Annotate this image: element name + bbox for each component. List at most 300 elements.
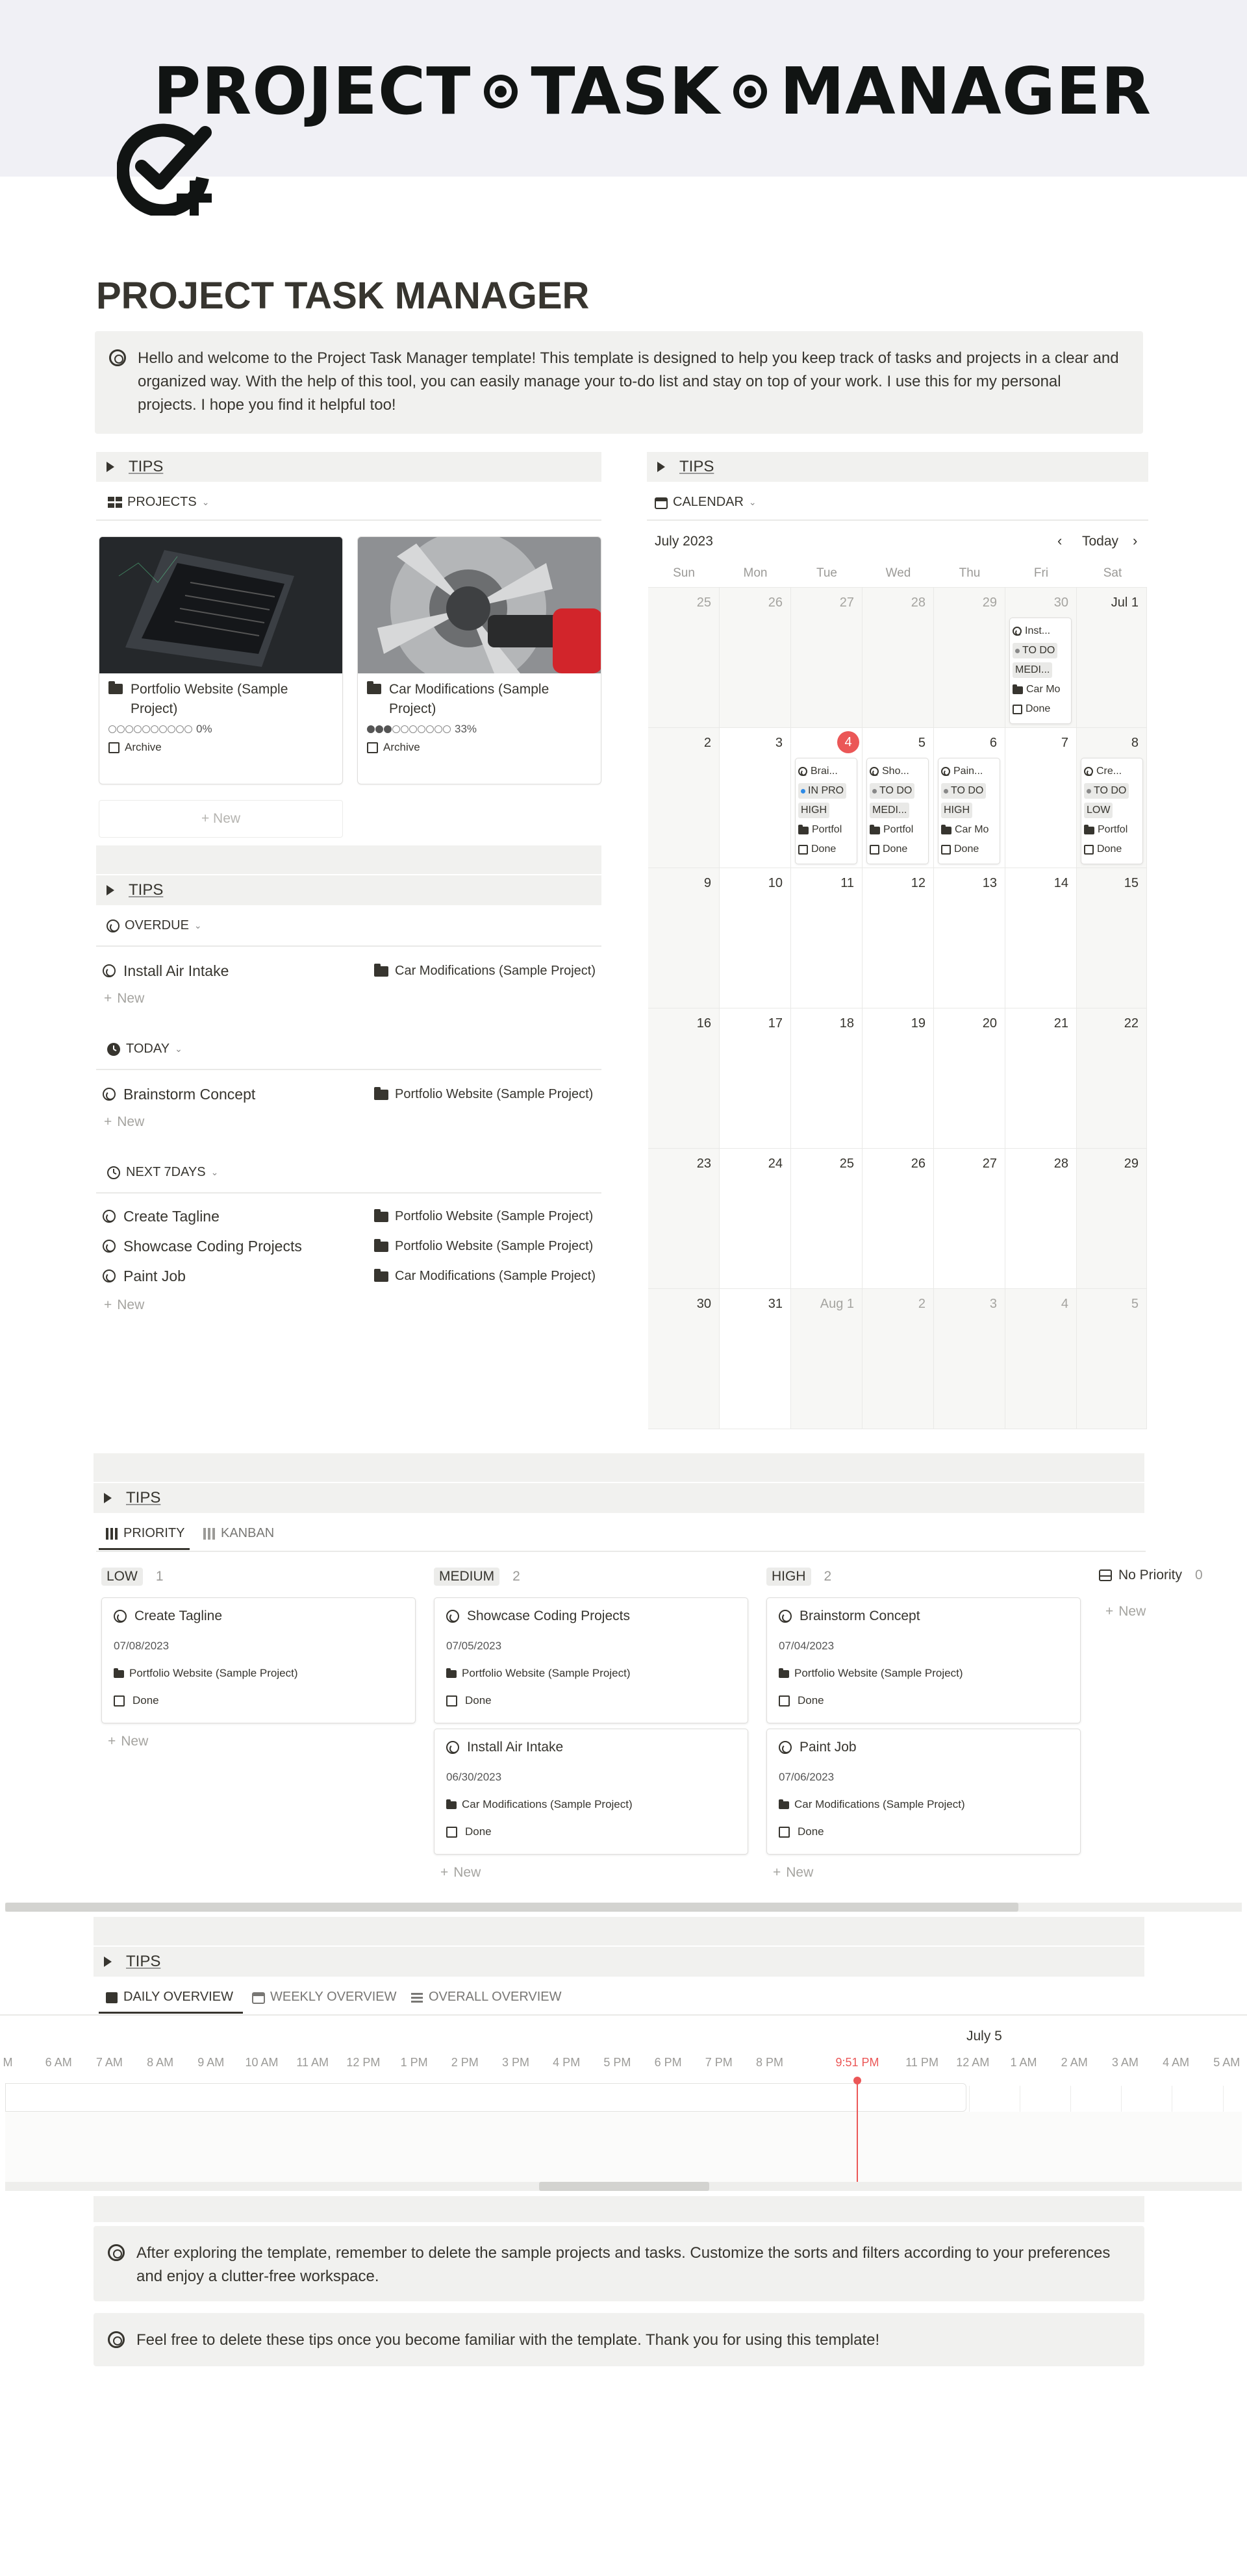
calendar-day-number: 4 xyxy=(1061,1297,1068,1311)
timeline-hour-label: 2 AM xyxy=(1061,2056,1088,2069)
folder-icon xyxy=(779,1801,789,1809)
tips-toggle[interactable] xyxy=(94,1947,1144,1977)
tab-priority-label: PRIORITY xyxy=(123,1526,185,1540)
event-title: Pain... xyxy=(953,766,983,777)
timeline-hour-label: 10 AM xyxy=(245,2056,279,2069)
in-progress-icon xyxy=(446,1741,459,1754)
plus-icon: + xyxy=(773,1865,781,1880)
divider xyxy=(96,1192,601,1194)
project-card[interactable] xyxy=(357,536,601,784)
today-view-label: TODAY xyxy=(126,1042,170,1056)
board-column-header[interactable] xyxy=(766,1568,831,1586)
weekday-header: Sat xyxy=(1103,566,1122,580)
calendar-day-number: Aug 1 xyxy=(820,1297,854,1311)
cover-title-word: MANAGER xyxy=(779,53,1152,129)
in-progress-icon xyxy=(1013,627,1022,636)
folder-icon xyxy=(374,1271,388,1282)
calendar-day-number: 7 xyxy=(1061,736,1068,750)
in-progress-icon xyxy=(1084,767,1093,776)
tips-toggle[interactable] xyxy=(96,452,601,482)
tips-label: TIPS xyxy=(126,1489,161,1507)
calendar-day-cell[interactable] xyxy=(648,1289,720,1429)
plus-icon: + xyxy=(108,1734,116,1749)
checkbox[interactable] xyxy=(1084,845,1094,855)
calendar-day-cell[interactable] xyxy=(1077,1149,1147,1289)
card-date: 07/04/2023 xyxy=(779,1640,835,1652)
board-icon xyxy=(203,1527,216,1540)
checkbox[interactable] xyxy=(1013,705,1022,714)
divider-band xyxy=(96,845,601,874)
folder-icon xyxy=(1084,827,1094,834)
new-label: New xyxy=(117,991,145,1006)
card-title: Showcase Coding Projects xyxy=(467,1608,630,1623)
calendar-icon xyxy=(655,496,668,509)
tips-label: TIPS xyxy=(126,1953,161,1970)
calendar-day-cell[interactable] xyxy=(648,1008,720,1149)
calendar-grid xyxy=(648,587,1147,1429)
calendar-day-number: 25 xyxy=(696,595,711,610)
folder-icon xyxy=(367,684,381,694)
status-dot xyxy=(872,789,877,794)
calendar-day-number: 17 xyxy=(768,1016,783,1031)
card-date: 07/06/2023 xyxy=(779,1771,835,1783)
calendar-day-number: 28 xyxy=(1053,1157,1068,1171)
timeline-hour-label: M xyxy=(3,2056,13,2069)
new-label: New xyxy=(213,811,241,826)
calendar-day-cell[interactable] xyxy=(934,1149,1005,1289)
divider-band xyxy=(94,1917,1144,1945)
calendar-day-cell[interactable] xyxy=(1005,1149,1077,1289)
new-label: New xyxy=(453,1865,481,1880)
folder-icon xyxy=(114,1670,124,1678)
calendar-day-cell[interactable] xyxy=(720,1149,791,1289)
calendar-day-number: 29 xyxy=(1124,1157,1139,1171)
progress-circles xyxy=(367,725,451,733)
divider xyxy=(0,2014,1247,2016)
folder-icon xyxy=(446,1801,457,1809)
timeline-hour-label: 12 PM xyxy=(346,2056,381,2069)
done-label: Done xyxy=(811,844,837,855)
new-task-button[interactable] xyxy=(104,1297,144,1313)
folder-icon xyxy=(374,966,388,977)
card-project[interactable]: Portfolio Website (Sample Project) xyxy=(794,1667,963,1679)
event-project: Portfol xyxy=(1098,824,1128,835)
calendar-day-number: 6 xyxy=(989,736,997,750)
event-project: Portfol xyxy=(812,824,842,835)
new-card-button[interactable] xyxy=(1105,1604,1146,1619)
calendar-day-cell[interactable] xyxy=(1077,1289,1147,1429)
cover-title xyxy=(153,53,1152,129)
column-count: 2 xyxy=(512,1569,520,1584)
done-label: Done xyxy=(1026,703,1051,714)
calendar-day-cell[interactable] xyxy=(720,1289,791,1429)
done-label: Done xyxy=(465,1694,492,1707)
card-project[interactable]: Car Modifications (Sample Project) xyxy=(462,1798,633,1810)
folder-icon xyxy=(108,684,123,694)
checkbox[interactable] xyxy=(446,1695,457,1707)
event-project: Car Mo xyxy=(955,824,989,835)
calendar-view-tab[interactable] xyxy=(655,495,757,510)
status-badge xyxy=(1084,783,1129,799)
project-progress xyxy=(99,719,342,740)
task-project[interactable]: Portfolio Website (Sample Project) xyxy=(395,1086,594,1101)
inbox-icon xyxy=(1099,1569,1112,1582)
in-progress-icon xyxy=(870,767,879,776)
calendar-event-card[interactable] xyxy=(938,758,1000,864)
task-project[interactable]: Portfolio Website (Sample Project) xyxy=(395,1208,594,1223)
weekday-header: Thu xyxy=(959,566,981,580)
in-progress-icon xyxy=(103,964,116,977)
chevron-left-icon[interactable]: ‹ xyxy=(1057,532,1063,549)
board-card[interactable] xyxy=(434,1729,748,1855)
timeline-hour-label: 6 AM xyxy=(45,2056,72,2069)
calendar-day-cell[interactable] xyxy=(1005,1008,1077,1149)
tab-kanban-label: KANBAN xyxy=(221,1526,275,1540)
tips-label: TIPS xyxy=(679,458,714,475)
today-view-tab[interactable] xyxy=(107,1042,183,1057)
done-label: Done xyxy=(798,1825,824,1838)
tips-toggle[interactable] xyxy=(96,875,601,905)
new-task-button[interactable] xyxy=(104,991,144,1007)
plus-icon: + xyxy=(201,811,210,826)
calendar-view-label: CALENDAR xyxy=(673,495,744,509)
list-item[interactable] xyxy=(103,1262,603,1290)
event-title: Inst... xyxy=(1025,625,1051,636)
tips-toggle[interactable] xyxy=(647,452,1148,482)
calendar-day-number: 3 xyxy=(775,736,783,750)
new-label: New xyxy=(786,1865,814,1880)
divider-band xyxy=(94,2196,1144,2222)
calendar-day-number: 31 xyxy=(768,1297,783,1311)
plus-icon: + xyxy=(104,991,112,1006)
column-count: 0 xyxy=(1195,1568,1203,1582)
checkbox[interactable] xyxy=(779,1695,790,1707)
progress-value: 0% xyxy=(196,723,212,735)
list-item[interactable] xyxy=(103,1081,603,1108)
gallery-icon xyxy=(108,497,122,508)
column-label: MEDIUM xyxy=(434,1568,499,1586)
calendar-day-cell[interactable] xyxy=(720,868,791,1008)
tab-kanban[interactable] xyxy=(203,1526,274,1541)
card-project[interactable]: Portfolio Website (Sample Project) xyxy=(462,1667,631,1679)
tab-weekly-overview[interactable] xyxy=(252,1990,397,2005)
list-item[interactable] xyxy=(103,1203,603,1230)
divider xyxy=(96,945,601,947)
tab-weekly-overview-label: WEEKLY OVERVIEW xyxy=(270,1990,397,2004)
calendar-day-number: 22 xyxy=(1124,1016,1139,1031)
status-text: TO DO xyxy=(879,785,913,796)
calendar-day-cell[interactable] xyxy=(863,728,934,868)
next7days-view-tab[interactable] xyxy=(107,1165,218,1180)
status-dot xyxy=(944,789,948,794)
outro-callout xyxy=(94,2226,1144,2301)
calendar-day-cell[interactable] xyxy=(1005,1289,1077,1429)
timeline-hour-label: 11 AM xyxy=(296,2056,329,2069)
calendar-day-number: 18 xyxy=(839,1016,854,1031)
calendar-day-cell[interactable] xyxy=(648,868,720,1008)
status-badge xyxy=(798,783,846,799)
task-project[interactable]: Car Modifications (Sample Project) xyxy=(395,1268,596,1283)
calendar-day-cell[interactable] xyxy=(934,1289,1005,1429)
card-title: Brainstorm Concept xyxy=(800,1608,920,1623)
status-dot xyxy=(801,789,805,794)
calendar-day-cell[interactable] xyxy=(1005,728,1077,868)
board-column-header[interactable] xyxy=(434,1568,520,1586)
checkbox[interactable] xyxy=(446,1827,457,1838)
calendar-day-number: 19 xyxy=(911,1016,926,1031)
timeline-day-label: July 5 xyxy=(966,2029,1002,2044)
calendar-day-number: 26 xyxy=(911,1157,926,1171)
checkbox[interactable] xyxy=(779,1827,790,1838)
laptop-image xyxy=(99,537,342,673)
column-label: LOW xyxy=(101,1568,143,1586)
calendar-day-cell[interactable] xyxy=(934,728,1005,868)
chevron-down-icon: ⌄ xyxy=(748,497,757,507)
calendar-event-card[interactable] xyxy=(1009,618,1072,724)
check-plus-icon[interactable] xyxy=(117,118,221,216)
checkbox[interactable] xyxy=(367,742,378,753)
calendar-day-cell[interactable] xyxy=(1077,868,1147,1008)
calendar-day-cell[interactable] xyxy=(791,1149,863,1289)
archive-checkbox-row[interactable] xyxy=(358,740,601,762)
priority-badge: HIGH xyxy=(941,803,972,818)
tips-label: TIPS xyxy=(129,881,164,899)
list-item[interactable] xyxy=(103,1232,603,1260)
new-card-button[interactable] xyxy=(108,1734,148,1749)
folder-icon xyxy=(941,827,951,834)
calendar-day-cell[interactable] xyxy=(648,1149,720,1289)
today-button[interactable]: Today xyxy=(1082,534,1119,549)
tab-overall-overview-label: OVERALL OVERVIEW xyxy=(429,1990,562,2004)
calendar-day-number: 11 xyxy=(840,876,854,890)
tab-priority[interactable] xyxy=(105,1526,184,1541)
card-title: Paint Job xyxy=(800,1740,857,1755)
calendar-day-cell[interactable] xyxy=(1005,868,1077,1008)
target-icon xyxy=(733,75,767,108)
current-time-dot xyxy=(853,2077,861,2084)
calendar-day-cell[interactable] xyxy=(934,1008,1005,1149)
progress-value: 33% xyxy=(455,723,477,735)
tips-toggle[interactable] xyxy=(94,1483,1144,1513)
scrollbar-thumb[interactable] xyxy=(539,2182,709,2191)
active-tab-indicator xyxy=(99,2012,243,2014)
project-title-text: Portfolio Website (Sample Project) xyxy=(131,682,288,716)
done-label: Done xyxy=(1097,844,1122,855)
calendar-day-number: 30 xyxy=(1053,595,1068,610)
timeline-hour-label: 3 PM xyxy=(501,2056,529,2069)
calendar-day-cell[interactable] xyxy=(648,728,720,868)
board-icon xyxy=(105,1527,118,1540)
calendar-day-number: 2 xyxy=(703,736,711,750)
calendar-day-cell[interactable] xyxy=(720,1008,791,1149)
calendar-day-cell[interactable] xyxy=(791,588,863,728)
checkbox[interactable] xyxy=(108,742,120,753)
task-name: Install Air Intake xyxy=(123,962,229,979)
scrollbar-thumb[interactable] xyxy=(5,1903,1018,1912)
timeline-hour-label: 7 AM xyxy=(95,2056,123,2069)
timeline-hour-label: 9 AM xyxy=(197,2056,225,2069)
calendar-day-cell[interactable] xyxy=(720,588,791,728)
next7days-view-label: NEXT 7DAYS xyxy=(126,1165,206,1179)
timeline-hour-label: 8 PM xyxy=(755,2056,783,2069)
calendar-day-cell[interactable] xyxy=(791,728,863,868)
overdue-view-tab[interactable] xyxy=(107,918,202,933)
folder-icon xyxy=(870,827,880,834)
new-label: New xyxy=(117,1297,145,1312)
status-text: TO DO xyxy=(1022,645,1055,656)
divider xyxy=(96,1551,1146,1552)
in-progress-icon xyxy=(114,1610,127,1623)
plus-icon: + xyxy=(1105,1604,1114,1619)
target-icon xyxy=(484,75,518,108)
tab-daily-overview[interactable] xyxy=(105,1990,233,2005)
tips-label: TIPS xyxy=(129,458,164,475)
tab-overall-overview[interactable] xyxy=(410,1990,562,2005)
calendar-day-cell[interactable] xyxy=(648,588,720,728)
calendar-day-cell[interactable] xyxy=(934,868,1005,1008)
project-card[interactable] xyxy=(99,536,343,784)
event-project: Portfol xyxy=(883,824,914,835)
tab-daily-overview-label: DAILY OVERVIEW xyxy=(123,1990,233,2004)
in-progress-icon xyxy=(798,767,807,776)
calendar-day-number: 27 xyxy=(839,595,854,610)
weekday-header: Sun xyxy=(673,566,695,580)
calendar-day-number: 9 xyxy=(703,876,711,890)
folder-icon xyxy=(779,1670,789,1678)
status-text: TO DO xyxy=(1094,785,1127,796)
task-name: Showcase Coding Projects xyxy=(123,1237,302,1255)
plus-icon: + xyxy=(104,1297,112,1312)
calendar-day-cell[interactable] xyxy=(1005,588,1077,728)
priority-badge: MEDI... xyxy=(1013,662,1052,678)
calendar-day-cell[interactable] xyxy=(720,728,791,868)
calendar-day-cell[interactable] xyxy=(863,1008,934,1149)
calendar-day-number: 2 xyxy=(918,1297,926,1311)
calendar-day-number: 4 xyxy=(837,731,859,753)
task-project[interactable]: Car Modifications (Sample Project) xyxy=(395,963,596,978)
chevron-down-icon: ⌄ xyxy=(210,1167,219,1177)
in-progress-icon xyxy=(103,1240,116,1253)
calendar-day-number: 20 xyxy=(982,1016,997,1031)
new-project-button[interactable] xyxy=(99,800,343,838)
calendar-day-cell[interactable] xyxy=(934,588,1005,728)
status-dot xyxy=(1087,789,1091,794)
new-card-button[interactable] xyxy=(773,1865,813,1881)
board-card[interactable] xyxy=(766,1597,1081,1723)
calendar-day-cell[interactable] xyxy=(791,1008,863,1149)
board-card[interactable] xyxy=(434,1597,748,1723)
task-project[interactable]: Portfolio Website (Sample Project) xyxy=(395,1238,594,1253)
target-icon xyxy=(109,349,126,366)
calendar-day-cell[interactable] xyxy=(1077,728,1147,868)
event-title: Brai... xyxy=(811,766,838,777)
board-card[interactable] xyxy=(101,1597,416,1723)
calendar-icon xyxy=(252,1991,265,2004)
checkbox[interactable] xyxy=(798,845,808,855)
thanks-callout xyxy=(94,2313,1144,2366)
task-name: Brainstorm Concept xyxy=(123,1085,256,1103)
calendar-day-number: 26 xyxy=(768,595,783,610)
archive-checkbox-row[interactable] xyxy=(99,740,342,762)
calendar-day-cell[interactable] xyxy=(1077,1008,1147,1149)
card-project[interactable]: Car Modifications (Sample Project) xyxy=(794,1798,965,1810)
intro-text: Hello and welcome to the Project Task Manager template! This template is designed to help you keep track of tasks and projects in a clear and organized way. With the help of this tool, you can easily manage your to-do list and stay on top of your work. I use this for my personal projects. I hope you find it helpful too! xyxy=(138,349,1119,414)
calendar-day-number: 25 xyxy=(839,1157,854,1171)
calendar-day-number: 3 xyxy=(989,1297,997,1311)
card-project[interactable]: Portfolio Website (Sample Project) xyxy=(129,1667,298,1679)
card-title: Install Air Intake xyxy=(467,1740,564,1755)
done-label: Done xyxy=(798,1694,824,1707)
calendar-day-number: 8 xyxy=(1131,736,1139,750)
calendar-day-cell[interactable] xyxy=(863,588,934,728)
checkbox[interactable] xyxy=(870,845,879,855)
calendar-day-cell[interactable] xyxy=(791,1289,863,1429)
chevron-right-icon[interactable]: › xyxy=(1133,532,1138,549)
outro-text: After exploring the template, remember to delete the sample projects and tasks. Customize the sorts and filters according to your preferences and enjoy a clutter-free workspace. xyxy=(136,2244,1111,2285)
priority-badge: HIGH xyxy=(798,803,829,818)
checkbox[interactable] xyxy=(941,845,951,855)
calendar-day-number: 12 xyxy=(911,876,926,890)
timeline-hour-label: 4 PM xyxy=(553,2056,581,2069)
calendar-day-number: 15 xyxy=(1124,876,1139,890)
timeline-hour-label: 6 PM xyxy=(654,2056,682,2069)
event-title: Cre... xyxy=(1096,766,1122,777)
timeline-body xyxy=(5,2112,1242,2183)
calendar-day-number: 5 xyxy=(918,736,926,750)
calendar-day-number: 23 xyxy=(696,1157,711,1171)
calendar-day-number: 28 xyxy=(911,595,926,610)
column-label: No Priority xyxy=(1118,1568,1183,1582)
active-tab-indicator xyxy=(99,1548,190,1550)
calendar-day-number: 27 xyxy=(982,1157,997,1171)
list-item[interactable] xyxy=(103,957,603,984)
target-icon xyxy=(108,2331,125,2348)
in-progress-icon xyxy=(103,1269,116,1282)
calendar-day-cell[interactable] xyxy=(1077,588,1147,728)
calendar-day-number: 10 xyxy=(768,876,783,890)
calendar-event-card[interactable] xyxy=(795,758,857,864)
calendar-event-card[interactable] xyxy=(1081,758,1143,864)
done-label: Done xyxy=(465,1825,492,1838)
triangle-right-icon xyxy=(657,462,665,472)
board-card[interactable] xyxy=(766,1729,1081,1855)
board-column-header[interactable] xyxy=(1099,1568,1203,1583)
calendar-day-number: 21 xyxy=(1053,1016,1068,1031)
progress-circles xyxy=(108,725,192,733)
projects-view-tab[interactable] xyxy=(108,495,209,510)
checkbox[interactable] xyxy=(114,1695,125,1707)
new-card-button[interactable] xyxy=(440,1865,481,1881)
in-progress-icon xyxy=(103,1088,116,1101)
card-title: Create Tagline xyxy=(134,1608,223,1623)
calendar-day-cell[interactable] xyxy=(791,868,863,1008)
in-progress-icon xyxy=(446,1610,459,1623)
new-task-button[interactable] xyxy=(104,1114,144,1130)
calendar-day-number: 16 xyxy=(696,1016,711,1031)
weekday-header: Wed xyxy=(885,566,911,580)
task-name: Paint Job xyxy=(123,1267,186,1284)
folder-icon xyxy=(446,1670,457,1678)
calendar-day-cell[interactable] xyxy=(863,1149,934,1289)
calendar-day-cell[interactable] xyxy=(863,868,934,1008)
calendar-event-card[interactable] xyxy=(866,758,929,864)
status-badge xyxy=(941,783,986,799)
timeline-hour-label: 5 AM xyxy=(1213,2056,1241,2069)
calendar-day-cell[interactable] xyxy=(863,1289,934,1429)
board-column-header[interactable] xyxy=(101,1568,164,1586)
divider xyxy=(96,519,601,521)
done-label: Done xyxy=(883,844,908,855)
